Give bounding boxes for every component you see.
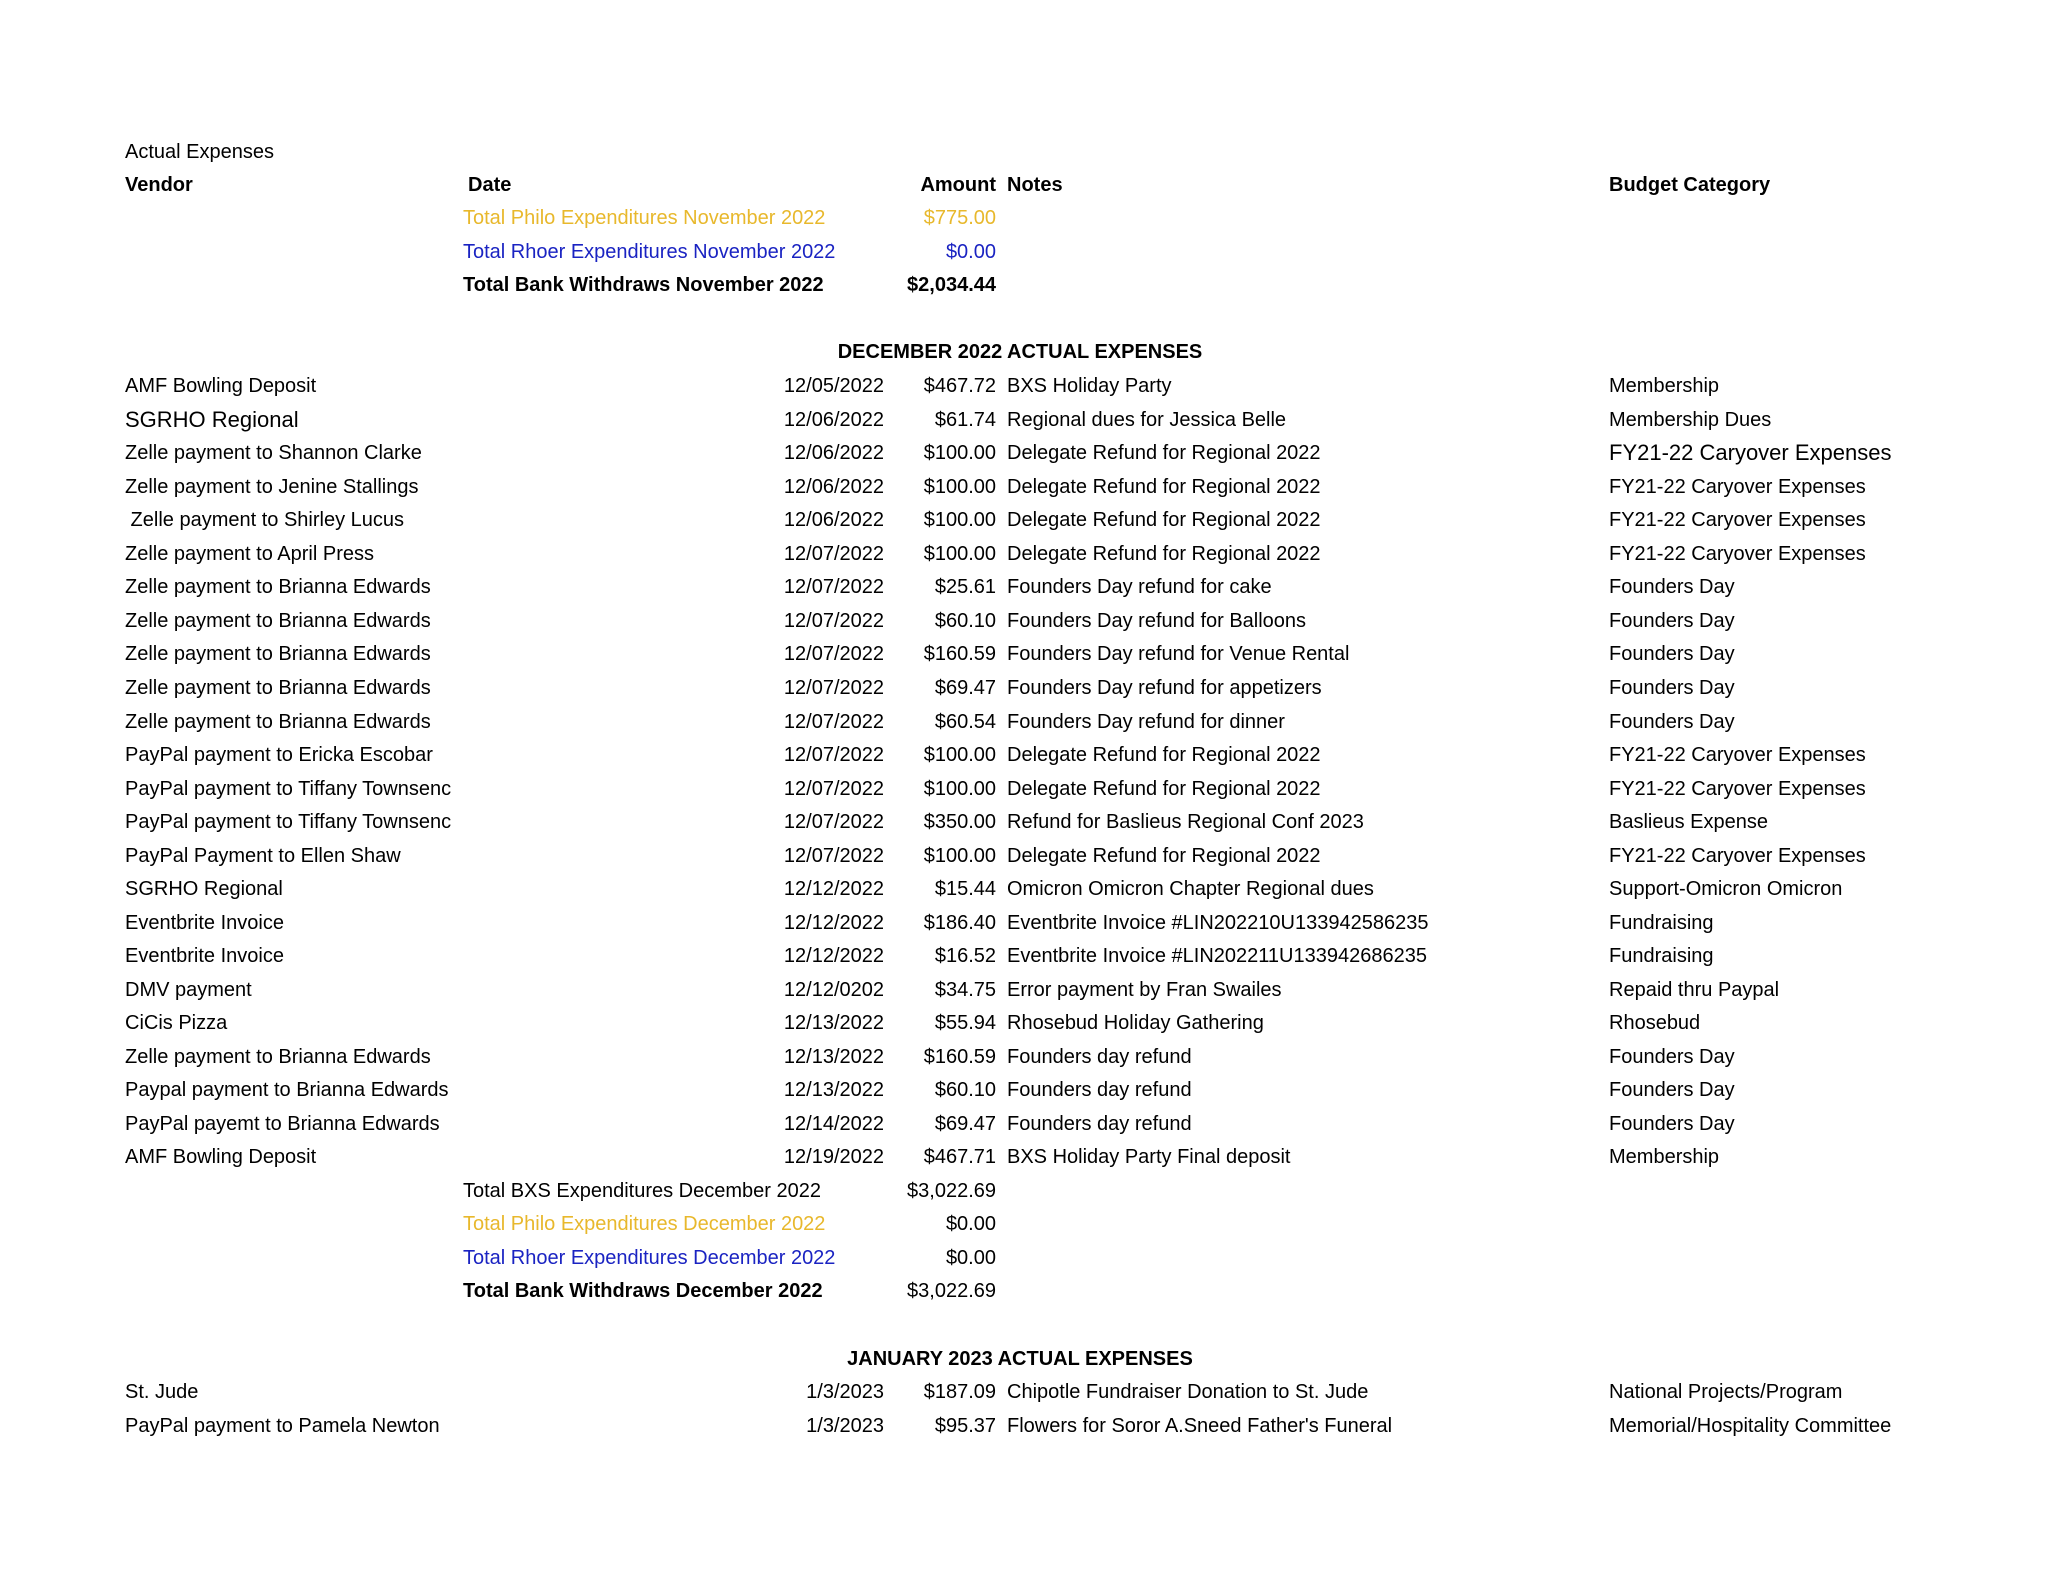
- category-cell: Fundraising: [1609, 912, 1714, 934]
- vendor-cell: Zelle payment to Brianna Edwards: [125, 711, 431, 733]
- total-label: Total BXS Expenditures December 2022: [463, 1180, 821, 1202]
- table-row: [0, 503, 2048, 537]
- date-cell: 12/13/2022: [783, 1046, 884, 1068]
- amount-cell: $100.00: [923, 476, 996, 498]
- category-cell: Founders Day: [1609, 643, 1735, 665]
- date-cell: 12/07/2022: [783, 744, 884, 766]
- notes-cell: Delegate Refund for Regional 2022: [1007, 543, 1321, 565]
- table-row: [0, 1107, 2048, 1141]
- category-cell: National Projects/Program: [1609, 1381, 1843, 1403]
- vendor-cell: AMF Bowling Deposit: [125, 1146, 317, 1168]
- vendor-cell: PayPal payment to Tiffany Townsenc: [125, 778, 452, 800]
- date-cell: 12/07/2022: [783, 845, 884, 867]
- amount-cell: $100.00: [923, 744, 996, 766]
- notes-cell: Delegate Refund for Regional 2022: [1007, 442, 1321, 464]
- vendor-cell: Zelle payment to Brianna Edwards: [125, 1046, 431, 1068]
- category-cell: Membership: [1609, 1146, 1720, 1168]
- amount-cell: $467.72: [923, 375, 996, 397]
- amount-cell: $100.00: [923, 778, 996, 800]
- vendor-cell: AMF Bowling Deposit: [125, 375, 317, 397]
- category-cell: FY21-22 Caryover Expenses: [1609, 476, 1866, 498]
- total-label: Total Philo Expenditures November 2022: [463, 207, 826, 229]
- table-row: [0, 570, 2048, 604]
- total-row: [0, 1174, 2048, 1208]
- notes-cell: Delegate Refund for Regional 2022: [1007, 845, 1321, 867]
- category-cell: Repaid thru Paypal: [1609, 979, 1780, 1001]
- section-heading-row: [0, 335, 2048, 369]
- total-amount: $3,022.69: [907, 1280, 996, 1302]
- date-cell: 12/07/2022: [783, 677, 884, 699]
- table-row: [0, 973, 2048, 1007]
- category-cell: Founders Day: [1609, 610, 1735, 632]
- amount-cell: $16.52: [934, 945, 996, 967]
- table-row: [0, 436, 2048, 470]
- notes-cell: Chipotle Fundraiser Donation to St. Jude: [1007, 1381, 1369, 1403]
- vendor-cell: PayPal payment to Ericka Escobar: [125, 744, 433, 766]
- amount-cell: $61.74: [934, 409, 996, 431]
- category-cell: FY21-22 Caryover Expenses: [1609, 440, 1892, 465]
- date-cell: 12/12/0202: [783, 979, 884, 1001]
- vendor-cell: Zelle payment to Brianna Edwards: [125, 610, 431, 632]
- section-heading: JANUARY 2023 ACTUAL EXPENSES: [847, 1348, 1193, 1370]
- amount-cell: $60.10: [934, 610, 996, 632]
- table-row: [0, 671, 2048, 705]
- total-label: Total Bank Withdraws November 2022: [463, 274, 824, 296]
- amount-cell: $60.54: [934, 711, 996, 733]
- vendor-cell: Zelle payment to Shirley Lucus: [125, 509, 405, 531]
- vendor-cell: Paypal payment to Brianna Edwards: [125, 1079, 449, 1101]
- vendor-cell: PayPal payment to Tiffany Townsenc: [125, 811, 452, 833]
- category-cell: FY21-22 Caryover Expenses: [1609, 543, 1866, 565]
- category-cell: Support-Omicron Omicron: [1609, 878, 1843, 900]
- vendor-cell: PayPal Payment to Ellen Shaw: [125, 845, 401, 867]
- total-row: [0, 235, 2048, 269]
- date-cell: 12/07/2022: [783, 543, 884, 565]
- header-notes: Notes: [1007, 174, 1063, 196]
- date-cell: 12/13/2022: [783, 1012, 884, 1034]
- category-cell: FY21-22 Caryover Expenses: [1609, 744, 1866, 766]
- total-row: [0, 201, 2048, 235]
- date-cell: 12/07/2022: [783, 576, 884, 598]
- date-cell: 12/07/2022: [783, 643, 884, 665]
- category-cell: FY21-22 Caryover Expenses: [1609, 509, 1866, 531]
- vendor-cell: Eventbrite Invoice: [125, 945, 284, 967]
- amount-cell: $34.75: [934, 979, 996, 1001]
- amount-cell: $350.00: [923, 811, 996, 833]
- table-row: [0, 839, 2048, 873]
- date-cell: 12/07/2022: [783, 610, 884, 632]
- notes-cell: Founders day refund: [1007, 1046, 1192, 1068]
- date-cell: 1/3/2023: [806, 1415, 884, 1437]
- notes-cell: Error payment by Fran Swailes: [1007, 979, 1282, 1001]
- table-row: [0, 470, 2048, 504]
- table-row: [0, 1073, 2048, 1107]
- table-row: [0, 705, 2048, 739]
- category-cell: Founders Day: [1609, 1046, 1735, 1068]
- table-row: [0, 772, 2048, 806]
- amount-cell: $25.61: [934, 576, 996, 598]
- notes-cell: Omicron Omicron Chapter Regional dues: [1007, 878, 1374, 900]
- table-row: [0, 369, 2048, 403]
- header-row: [0, 168, 2048, 202]
- total-row: [0, 1274, 2048, 1308]
- total-label: Total Rhoer Expenditures December 2022: [463, 1247, 836, 1269]
- vendor-cell: SGRHO Regional: [125, 878, 283, 900]
- notes-cell: Delegate Refund for Regional 2022: [1007, 778, 1321, 800]
- category-cell: Fundraising: [1609, 945, 1714, 967]
- table-row: [0, 537, 2048, 571]
- notes-cell: Founders Day refund for appetizers: [1007, 677, 1322, 699]
- amount-cell: $187.09: [923, 1381, 996, 1403]
- vendor-cell: CiCis Pizza: [125, 1012, 228, 1034]
- amount-cell: $69.47: [934, 677, 996, 699]
- total-amount: $2,034.44: [907, 274, 996, 296]
- category-cell: Rhosebud: [1609, 1012, 1701, 1034]
- vendor-cell: Zelle payment to Shannon Clarke: [125, 442, 422, 464]
- amount-cell: $69.47: [934, 1113, 996, 1135]
- date-cell: 12/07/2022: [783, 711, 884, 733]
- date-cell: 12/07/2022: [783, 811, 884, 833]
- amount-cell: $55.94: [934, 1012, 996, 1034]
- notes-cell: Flowers for Soror A.Sneed Father's Funeral: [1007, 1415, 1393, 1437]
- amount-cell: $160.59: [923, 1046, 996, 1068]
- table-row: [0, 1375, 2048, 1409]
- table-row: [0, 738, 2048, 772]
- table-row: [0, 939, 2048, 973]
- notes-cell: Founders Day refund for Balloons: [1007, 610, 1307, 632]
- table-row: [0, 1040, 2048, 1074]
- date-cell: 12/06/2022: [783, 442, 884, 464]
- notes-cell: Founders Day refund for cake: [1007, 576, 1272, 598]
- category-cell: FY21-22 Caryover Expenses: [1609, 845, 1866, 867]
- notes-cell: BXS Holiday Party Final deposit: [1007, 1146, 1291, 1168]
- amount-cell: $60.10: [934, 1079, 996, 1101]
- date-cell: 12/12/2022: [783, 945, 884, 967]
- amount-cell: $95.37: [934, 1415, 996, 1437]
- date-cell: 12/06/2022: [783, 409, 884, 431]
- total-label: Total Rhoer Expenditures November 2022: [463, 241, 836, 263]
- vendor-cell: DMV payment: [125, 979, 252, 1001]
- notes-cell: Founders Day refund for dinner: [1007, 711, 1285, 733]
- amount-cell: $160.59: [923, 643, 996, 665]
- notes-cell: Rhosebud Holiday Gathering: [1007, 1012, 1264, 1034]
- vendor-cell: PayPal payemt to Brianna Edwards: [125, 1113, 440, 1135]
- total-row: [0, 268, 2048, 302]
- category-cell: Baslieus Expense: [1609, 811, 1768, 833]
- category-cell: Founders Day: [1609, 576, 1735, 598]
- category-cell: Membership Dues: [1609, 409, 1772, 431]
- notes-cell: Founders day refund: [1007, 1079, 1192, 1101]
- date-cell: 12/06/2022: [783, 476, 884, 498]
- total-amount: $3,022.69: [907, 1180, 996, 1202]
- section-heading: DECEMBER 2022 ACTUAL EXPENSES: [837, 341, 1203, 363]
- amount-cell: $186.40: [923, 912, 996, 934]
- vendor-cell: Zelle payment to Jenine Stallings: [125, 476, 419, 498]
- vendor-cell: Zelle payment to Brianna Edwards: [125, 576, 431, 598]
- sheet-title: Actual Expenses: [125, 141, 274, 163]
- notes-cell: Founders Day refund for Venue Rental: [1007, 643, 1350, 665]
- vendor-cell: Zelle payment to Brianna Edwards: [125, 643, 431, 665]
- total-label: Total Philo Expenditures December 2022: [463, 1213, 826, 1235]
- category-cell: Founders Day: [1609, 1113, 1735, 1135]
- table-row: [0, 906, 2048, 940]
- header-category: Budget Category: [1609, 174, 1771, 196]
- notes-cell: Delegate Refund for Regional 2022: [1007, 744, 1321, 766]
- category-cell: Memorial/Hospitality Committee: [1609, 1415, 1892, 1437]
- category-cell: Founders Day: [1609, 677, 1735, 699]
- total-row: [0, 1241, 2048, 1275]
- date-cell: 12/13/2022: [783, 1079, 884, 1101]
- category-cell: Membership: [1609, 375, 1720, 397]
- total-amount: $0.00: [945, 1213, 996, 1235]
- date-cell: 12/12/2022: [783, 878, 884, 900]
- date-cell: 12/12/2022: [783, 912, 884, 934]
- table-row: [0, 403, 2048, 437]
- category-cell: Founders Day: [1609, 711, 1735, 733]
- vendor-cell: Zelle payment to April Press: [125, 543, 374, 565]
- date-cell: 12/06/2022: [783, 509, 884, 531]
- amount-cell: $100.00: [923, 509, 996, 531]
- notes-cell: Delegate Refund for Regional 2022: [1007, 476, 1321, 498]
- amount-cell: $100.00: [923, 845, 996, 867]
- vendor-cell: Zelle payment to Brianna Edwards: [125, 677, 431, 699]
- title-row: [0, 135, 2048, 169]
- total-row: [0, 1207, 2048, 1241]
- amount-cell: $100.00: [923, 543, 996, 565]
- notes-cell: Regional dues for Jessica Belle: [1007, 409, 1287, 431]
- header-vendor: Vendor: [125, 174, 193, 196]
- table-row: [0, 637, 2048, 671]
- date-cell: 12/14/2022: [783, 1113, 884, 1135]
- table-row: [0, 604, 2048, 638]
- notes-cell: Eventbrite Invoice #LIN202210U133942586235: [1007, 912, 1429, 934]
- notes-cell: Delegate Refund for Regional 2022: [1007, 509, 1321, 531]
- total-amount: $0.00: [945, 241, 996, 263]
- table-row: [0, 1140, 2048, 1174]
- notes-cell: Refund for Baslieus Regional Conf 2023: [1007, 811, 1364, 833]
- table-row: [0, 1006, 2048, 1040]
- vendor-cell: St. Jude: [125, 1381, 199, 1403]
- date-cell: 12/05/2022: [783, 375, 884, 397]
- amount-cell: $100.00: [923, 442, 996, 464]
- notes-cell: BXS Holiday Party: [1007, 375, 1172, 397]
- vendor-cell: SGRHO Regional: [125, 407, 299, 432]
- category-cell: FY21-22 Caryover Expenses: [1609, 778, 1866, 800]
- vendor-cell: Eventbrite Invoice: [125, 912, 284, 934]
- section-heading-row: [0, 1342, 2048, 1376]
- amount-cell: $15.44: [934, 878, 996, 900]
- vendor-cell: PayPal payment to Pamela Newton: [125, 1415, 440, 1437]
- header-date: Date: [468, 174, 512, 196]
- total-amount: $0.00: [945, 1247, 996, 1269]
- date-cell: 12/19/2022: [783, 1146, 884, 1168]
- header-amount: Amount: [920, 174, 996, 196]
- table-row: [0, 872, 2048, 906]
- total-amount: $775.00: [923, 207, 996, 229]
- date-cell: 12/07/2022: [783, 778, 884, 800]
- notes-cell: Eventbrite Invoice #LIN202211U133942686235: [1007, 945, 1427, 967]
- category-cell: Founders Day: [1609, 1079, 1735, 1101]
- table-row: [0, 1409, 2048, 1443]
- total-label: Total Bank Withdraws December 2022: [463, 1280, 823, 1302]
- notes-cell: Founders day refund: [1007, 1113, 1192, 1135]
- table-row: [0, 805, 2048, 839]
- amount-cell: $467.71: [923, 1146, 996, 1168]
- date-cell: 1/3/2023: [806, 1381, 884, 1403]
